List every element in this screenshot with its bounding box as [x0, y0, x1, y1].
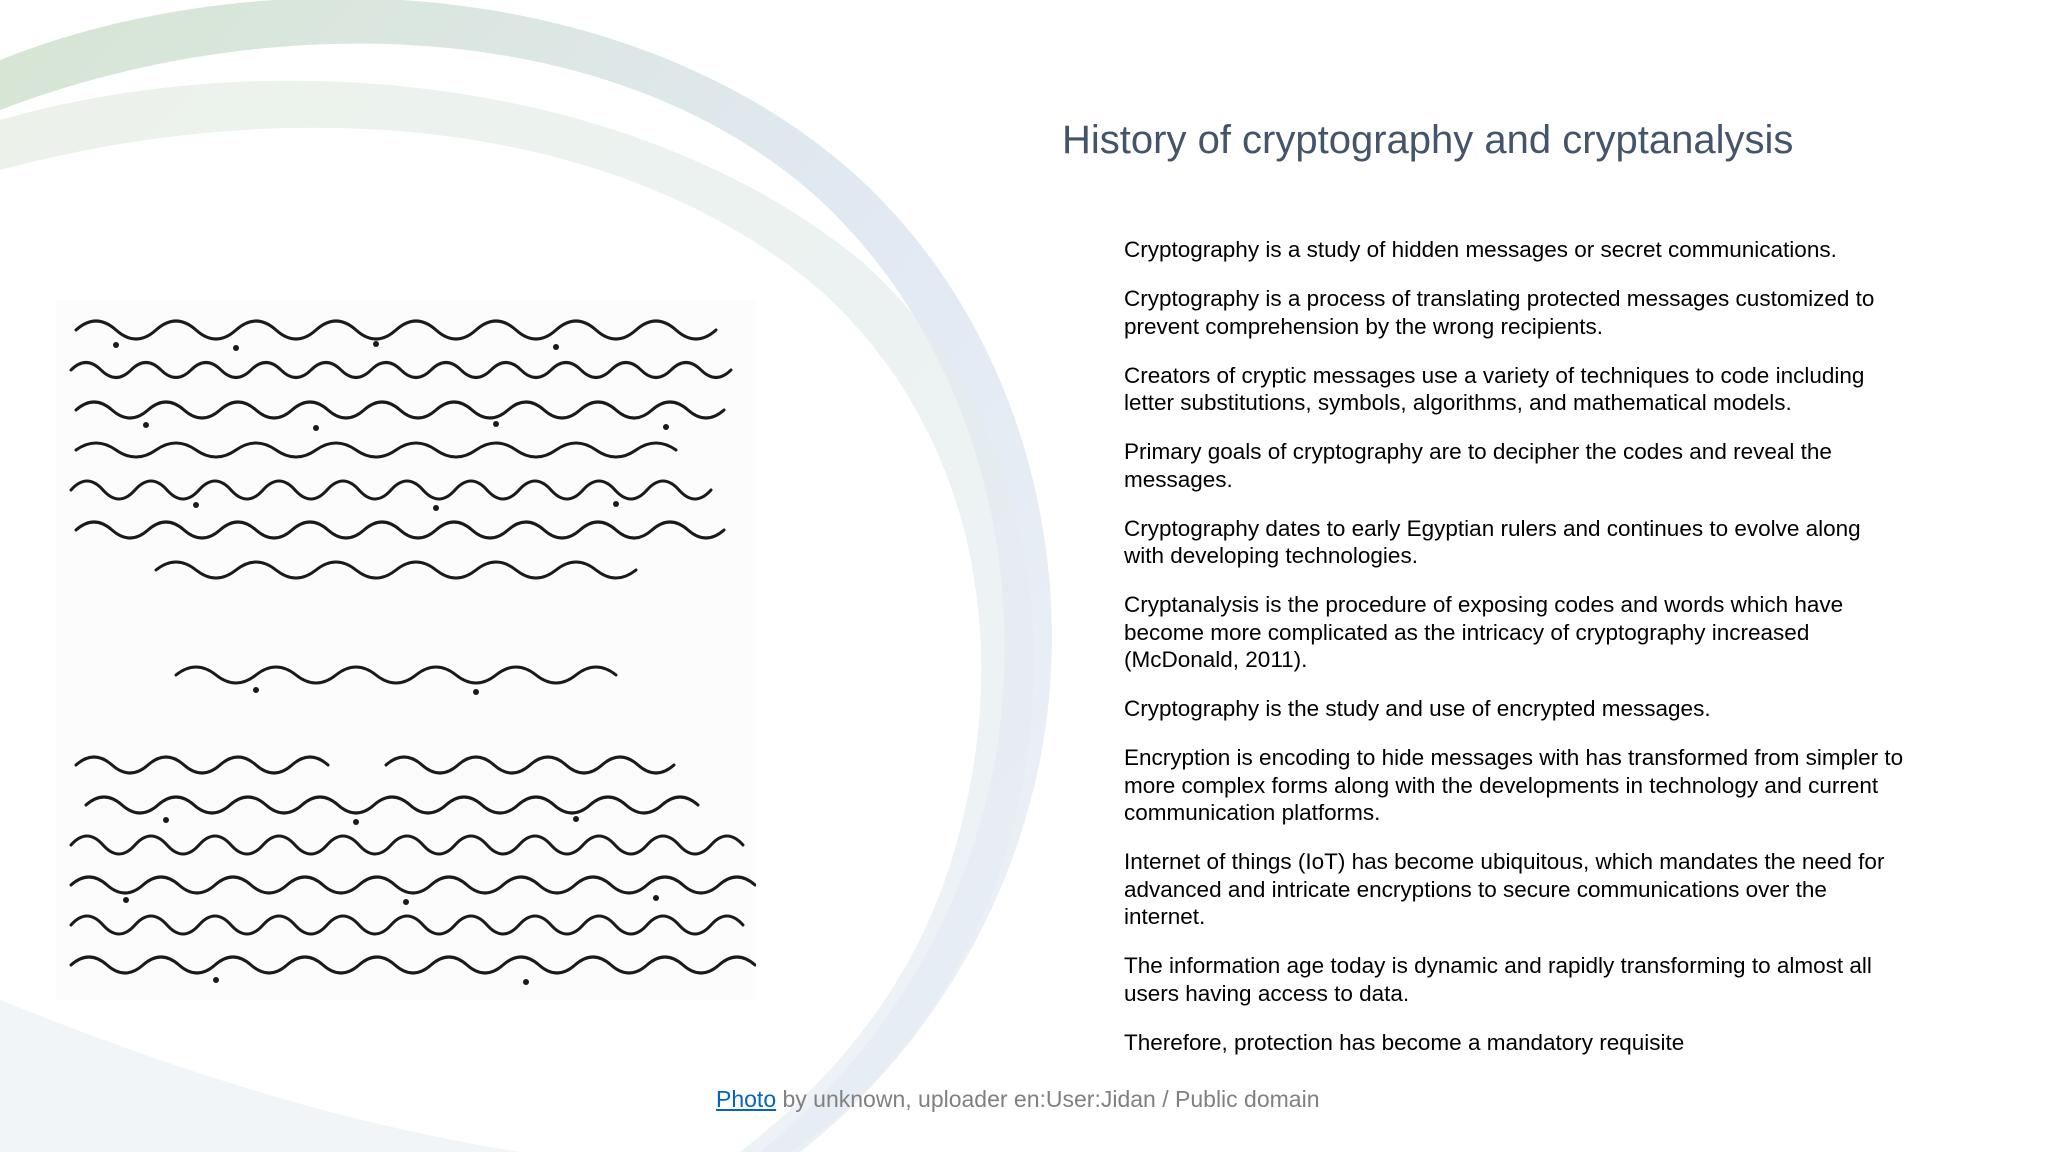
list-item: Cryptography is the study and use of encrypted messages. — [1124, 696, 1711, 721]
list-item: Internet of things (IoT) has become ubiquitous, which mandates the need for advanced and intricate encryptions to secure communications over the internet. — [1124, 849, 1885, 929]
photo-link[interactable]: Photo — [716, 1086, 777, 1112]
bullet-list — [1124, 236, 1904, 1078]
list-item: Creators of cryptic messages use a variety of techniques to code including letter substitutions, symbols, algorithms, and mathematical models. — [1124, 362, 1865, 415]
slide-title: History of cryptography and cryptanalysis — [1062, 118, 1794, 162]
list-item: The information age today is dynamic and rapidly transforming to almost all users having access to data. — [1124, 953, 1872, 1006]
list-item: Cryptography dates to early Egyptian rulers and continues to evolve along with developing technologies. — [1124, 515, 1861, 568]
list-item: Encryption is encoding to hide messages with has transformed from simpler to more complex forms along with the developments in technology and current communication platforms. — [1124, 745, 1904, 825]
arabic-manuscript-image — [56, 300, 756, 1000]
photo-credit — [716, 1086, 1319, 1113]
list-item: Cryptanalysis is the procedure of exposing codes and words which have become more complicated as the intricacy of cryptography increased (McDonald, 2011). — [1124, 592, 1844, 672]
photo-credit-text: by unknown, uploader en:User:Jidan / Public domain — [776, 1086, 1320, 1112]
list-item: Cryptography is a study of hidden messages or secret communications. — [1124, 237, 1837, 262]
list-item: Cryptography is a process of translating protected messages customized to prevent comprehension by the wrong recipients. — [1124, 286, 1875, 339]
list-item: Primary goals of cryptography are to decipher the codes and reveal the messages. — [1124, 439, 1832, 492]
list-item: Therefore, protection has become a mandatory requisite — [1124, 1029, 1685, 1055]
